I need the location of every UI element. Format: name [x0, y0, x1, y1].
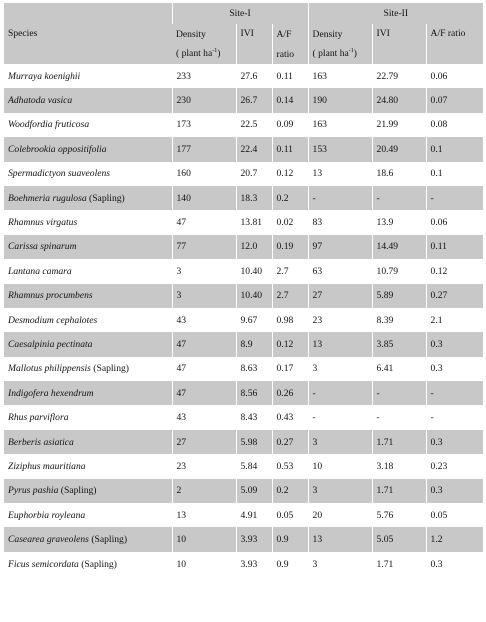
sapling-note: (Sapling)	[81, 558, 117, 570]
d1-cell: 23	[172, 454, 236, 478]
species-name-cell	[4, 186, 172, 210]
ivi2-cell: 3.18	[372, 454, 426, 478]
d2-cell: 27	[308, 284, 372, 308]
sapling-note: (Sapling)	[60, 485, 97, 497]
species-column-header: Species	[4, 3, 172, 64]
af2-cell: 0.06	[426, 64, 483, 88]
species-name-cell	[4, 88, 172, 112]
af1-cell: 0.17	[272, 357, 308, 381]
d1-cell: 2	[172, 479, 236, 503]
species-name-cell	[4, 64, 172, 88]
ivi1-cell: 22.5	[236, 113, 272, 137]
af1-cell: 0.02	[272, 210, 308, 234]
af1-cell: 0.26	[272, 381, 308, 405]
table-row	[4, 137, 483, 161]
ivi1-cell: 10.40	[236, 259, 272, 283]
ivi1-cell: 8.9	[236, 332, 272, 356]
species-name: Ficus semicordata	[8, 558, 79, 570]
d1-cell: 43	[172, 308, 236, 332]
table-row	[4, 308, 483, 332]
af1-cell: 0.27	[272, 430, 308, 454]
species-name: Caesalpinia pectinata	[8, 338, 93, 350]
species-name: Desmodium cephalotes	[8, 314, 98, 326]
d2-cell: 63	[308, 259, 372, 283]
d1-cell: 47	[172, 332, 236, 356]
ivi2-cell: 20.49	[372, 137, 426, 161]
header-row-sites	[4, 3, 483, 24]
af2-cell: -	[426, 186, 483, 210]
species-name: Berberis asiatica	[8, 436, 74, 448]
species-name: Murraya koenighii	[8, 70, 81, 82]
ivi1-cell: 8.56	[236, 381, 272, 405]
af1-cell: 0.11	[272, 137, 308, 161]
table-row	[4, 527, 483, 551]
species-name: Rhamnus procumbens	[8, 290, 93, 302]
af2-cell: 2.1	[426, 308, 483, 332]
af2-cell: 0.3	[426, 479, 483, 503]
d1-cell: 160	[172, 162, 236, 186]
af2-cell: 0.3	[426, 552, 483, 576]
table-row	[4, 332, 483, 356]
site-1-density-unit: ( plant $ha^{-1}$)	[172, 44, 236, 64]
d2-cell: 3	[308, 479, 372, 503]
table-row	[4, 552, 483, 576]
af2-cell: -	[426, 405, 483, 429]
site-1-af-unit: ratio	[272, 44, 308, 64]
d2-cell: 13	[308, 162, 372, 186]
species-name-cell	[4, 503, 172, 527]
d1-cell: 233	[172, 64, 236, 88]
ivi1-cell: 9.67	[236, 308, 272, 332]
species-name: Lantana camara	[8, 265, 72, 277]
d1-cell: 47	[172, 357, 236, 381]
species-name: Euphorbia royleana	[8, 509, 86, 521]
ivi2-cell: 10.79	[372, 259, 426, 283]
species-name-cell	[4, 259, 172, 283]
ivi1-cell: 27.6	[236, 64, 272, 88]
table-row	[4, 503, 483, 527]
af1-cell: 0.05	[272, 503, 308, 527]
ivi1-cell: 10.40	[236, 284, 272, 308]
ivi2-cell: 5.76	[372, 503, 426, 527]
ivi1-cell: 8.63	[236, 357, 272, 381]
d2-cell: 13	[308, 527, 372, 551]
species-name-cell	[4, 332, 172, 356]
d2-cell: 23	[308, 308, 372, 332]
d2-cell: 83	[308, 210, 372, 234]
table-row	[4, 64, 483, 88]
d1-cell: 10	[172, 552, 236, 576]
af1-cell: 0.2	[272, 186, 308, 210]
d1-cell: 3	[172, 284, 236, 308]
ivi2-cell: 3.85	[372, 332, 426, 356]
ivi2-cell: 18.6	[372, 162, 426, 186]
species-name-cell	[4, 235, 172, 259]
ivi2-cell: 22.79	[372, 64, 426, 88]
site-1-ivi-header: IVI	[236, 24, 272, 64]
ivi1-cell: 3.93	[236, 552, 272, 576]
site-2-ivi-header: IVI	[372, 24, 426, 64]
af2-cell: 0.1	[426, 137, 483, 161]
species-name: Carissa spinarum	[8, 241, 77, 253]
af1-cell: 0.2	[272, 479, 308, 503]
table-body	[4, 64, 483, 576]
species-name: Pyrus pashia	[8, 485, 59, 497]
af2-cell: 0.07	[426, 88, 483, 112]
d1-cell: 177	[172, 137, 236, 161]
site-1-density-header: Density	[172, 24, 236, 44]
ivi1-cell: 20.7	[236, 162, 272, 186]
d1-cell: 230	[172, 88, 236, 112]
ivi1-cell: 3.93	[236, 527, 272, 551]
species-name: Woodfordia fruticosa	[8, 119, 90, 131]
af2-cell: 0.12	[426, 259, 483, 283]
d2-cell: 3	[308, 357, 372, 381]
af1-cell: 0.98	[272, 308, 308, 332]
ivi2-cell: -	[372, 186, 426, 210]
table-row	[4, 162, 483, 186]
table-row	[4, 479, 483, 503]
ivi2-cell: -	[372, 405, 426, 429]
d2-cell: 163	[308, 64, 372, 88]
sapling-note: (Sapling)	[93, 363, 130, 375]
d1-cell: 77	[172, 235, 236, 259]
ivi1-cell: 26.7	[236, 88, 272, 112]
species-name: Casearea graveolens	[8, 534, 89, 546]
species-name: Adhatoda vasica	[8, 95, 73, 107]
species-name-cell	[4, 430, 172, 454]
species-name-cell	[4, 405, 172, 429]
species-name-cell	[4, 357, 172, 381]
af2-cell: 1.2	[426, 527, 483, 551]
site-1-header: Site-I	[172, 3, 308, 24]
d1-cell: 10	[172, 527, 236, 551]
species-table	[4, 3, 483, 576]
ivi2-cell: 1.71	[372, 479, 426, 503]
af2-cell: -	[426, 381, 483, 405]
d1-cell: 47	[172, 381, 236, 405]
ivi2-cell: -	[372, 381, 426, 405]
ivi1-cell: 5.84	[236, 454, 272, 478]
d2-cell: 153	[308, 137, 372, 161]
d1-cell: 43	[172, 405, 236, 429]
table-row	[4, 113, 483, 137]
ivi1-cell: 4.91	[236, 503, 272, 527]
table-row	[4, 454, 483, 478]
d2-cell: -	[308, 405, 372, 429]
ivi2-cell: 13.9	[372, 210, 426, 234]
species-name: Indigofera hexendrum	[8, 387, 94, 399]
table-row	[4, 210, 483, 234]
table-row	[4, 284, 483, 308]
d2-cell: 3	[308, 430, 372, 454]
species-name-cell	[4, 454, 172, 478]
d2-cell: 10	[308, 454, 372, 478]
species-name: Colebrookia oppositifolia	[8, 143, 107, 155]
af1-cell: 2.7	[272, 259, 308, 283]
ivi1-cell: 13.81	[236, 210, 272, 234]
ivi2-cell: 5.05	[372, 527, 426, 551]
ivi1-cell: 12.0	[236, 235, 272, 259]
species-name-cell	[4, 527, 172, 551]
species-name-cell	[4, 162, 172, 186]
d1-cell: 140	[172, 186, 236, 210]
table-row	[4, 357, 483, 381]
d2-cell: 97	[308, 235, 372, 259]
d2-cell: 163	[308, 113, 372, 137]
table-row	[4, 405, 483, 429]
af2-cell: 0.06	[426, 210, 483, 234]
af1-cell: 0.14	[272, 88, 308, 112]
species-name: Rhus parviflora	[8, 412, 69, 424]
af1-cell: 0.09	[272, 113, 308, 137]
af2-cell: 0.08	[426, 113, 483, 137]
species-name: Ziziphus mauritiana	[8, 460, 86, 472]
af1-cell: 0.9	[272, 552, 308, 576]
d1-cell: 173	[172, 113, 236, 137]
af2-cell: 0.05	[426, 503, 483, 527]
d2-cell: 190	[308, 88, 372, 112]
ivi1-cell: 5.98	[236, 430, 272, 454]
af2-cell: 0.3	[426, 430, 483, 454]
species-name-cell	[4, 284, 172, 308]
ivi1-cell: 22.4	[236, 137, 272, 161]
species-name-cell	[4, 381, 172, 405]
af1-cell: 0.43	[272, 405, 308, 429]
d2-cell: 13	[308, 332, 372, 356]
species-name-cell	[4, 210, 172, 234]
table-row	[4, 259, 483, 283]
af2-cell: 0.3	[426, 357, 483, 381]
d1-cell: 13	[172, 503, 236, 527]
ivi1-cell: 18.3	[236, 186, 272, 210]
d2-cell: 3	[308, 552, 372, 576]
ivi2-cell: 21.99	[372, 113, 426, 137]
ivi2-cell: 1.71	[372, 430, 426, 454]
af1-cell: 2.7	[272, 284, 308, 308]
sapling-note: (Sapling)	[91, 534, 128, 546]
ivi2-cell: 24.80	[372, 88, 426, 112]
species-name-cell	[4, 308, 172, 332]
af1-cell: 0.19	[272, 235, 308, 259]
af2-cell: 0.11	[426, 235, 483, 259]
site-2-header: Site-II	[308, 3, 483, 24]
site-1-af-header: A/F	[272, 24, 308, 44]
ivi2-cell: 5.89	[372, 284, 426, 308]
site-2-density-unit: ( plant $ha^{-1}$)	[308, 44, 372, 64]
ivi2-cell: 6.41	[372, 357, 426, 381]
species-name-cell	[4, 479, 172, 503]
d1-cell: 27	[172, 430, 236, 454]
af1-cell: 0.9	[272, 527, 308, 551]
site-2-af-header: A/F ratio	[426, 24, 483, 64]
af2-cell: 0.23	[426, 454, 483, 478]
species-name-cell	[4, 113, 172, 137]
sapling-note: (Sapling)	[89, 192, 125, 204]
species-name: Rhamnus virgatus	[8, 217, 78, 229]
af1-cell: 0.12	[272, 332, 308, 356]
species-name: Boehmeria rugulosa	[8, 192, 87, 204]
table-row	[4, 88, 483, 112]
species-name: Spermadictyon suaveolens	[8, 168, 111, 180]
af1-cell: 0.11	[272, 64, 308, 88]
ivi2-cell: 1.71	[372, 552, 426, 576]
site-2-density-header: Density	[308, 24, 372, 44]
d1-cell: 47	[172, 210, 236, 234]
af2-cell: 0.3	[426, 332, 483, 356]
table-row	[4, 235, 483, 259]
d1-cell: 3	[172, 259, 236, 283]
af1-cell: 0.12	[272, 162, 308, 186]
ivi1-cell: 8.43	[236, 405, 272, 429]
d2-cell: -	[308, 381, 372, 405]
species-name-cell	[4, 137, 172, 161]
af2-cell: 0.27	[426, 284, 483, 308]
ivi1-cell: 5.09	[236, 479, 272, 503]
ivi2-cell: 14.49	[372, 235, 426, 259]
table-row	[4, 381, 483, 405]
species-name: Mallotus philippensis	[8, 363, 91, 375]
d2-cell: 20	[308, 503, 372, 527]
af1-cell: 0.53	[272, 454, 308, 478]
table-row	[4, 430, 483, 454]
d2-cell: -	[308, 186, 372, 210]
ivi2-cell: 8.39	[372, 308, 426, 332]
species-name-cell	[4, 552, 172, 576]
af2-cell: 0.1	[426, 162, 483, 186]
table-row	[4, 186, 483, 210]
